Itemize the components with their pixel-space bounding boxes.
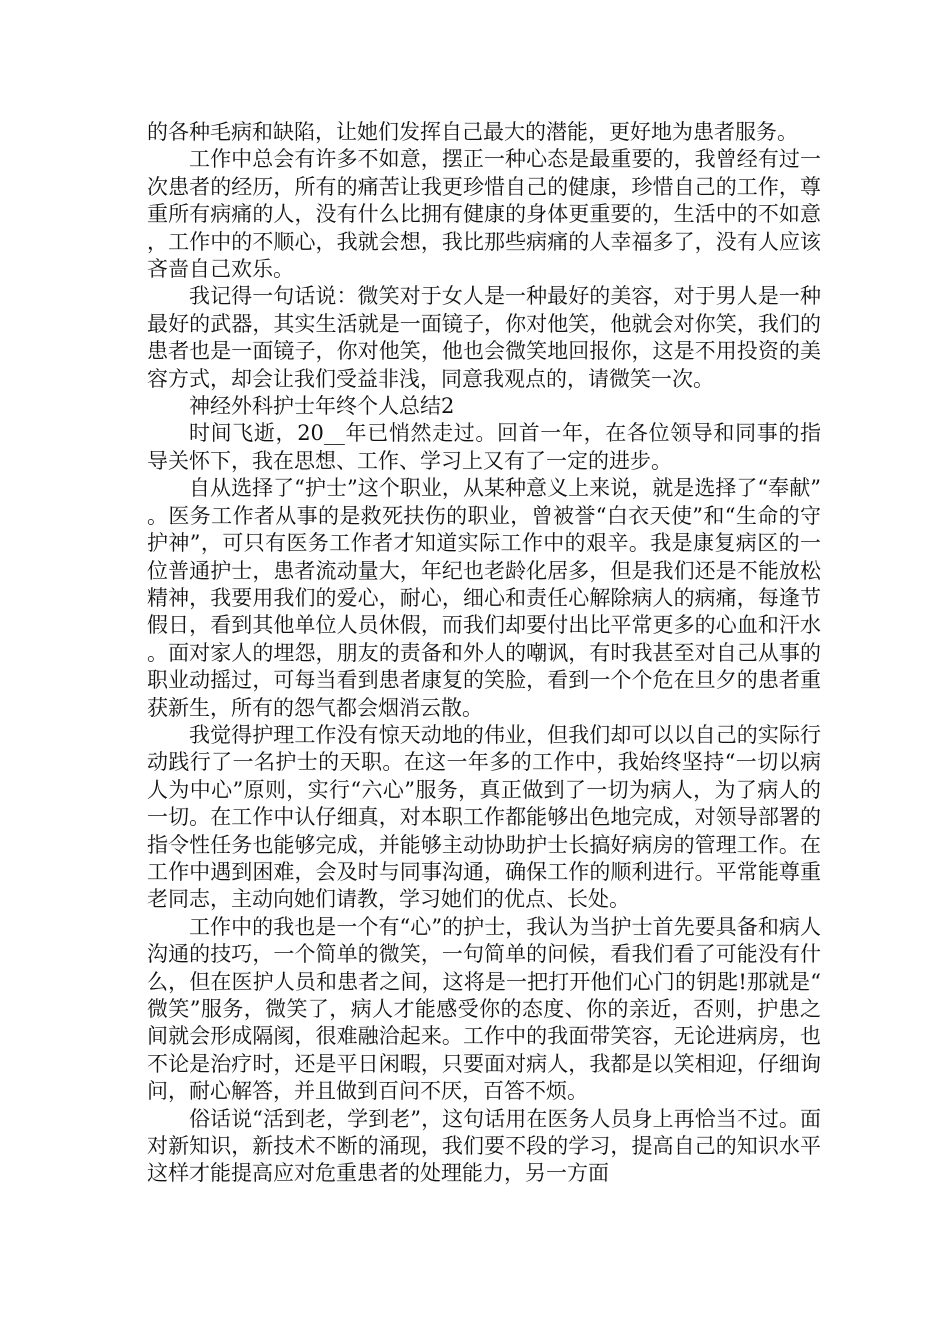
- section-heading: 神经外科护士年终个人总结2: [189, 394, 455, 419]
- paragraph-7: 我觉得护理工作没有惊天动地的伟业，但我们却可以以自己的实际行动践行了一名护士的天职。在这一年多的工作中，我始终坚持“一切以病人为中心”原则，实行“六心”服务，真正做到了一切为病人，为了病人的一切。在工作中认仔细真，对本职工作都能够出色地完成，对领导部署的指令性任务也能够完成，并能够主动协助护士长搞好病房的管理工作。在工作中遇到困难，会及时与同事沟通，确保工作的顺利进行。平常能尊重老同志，主动向她们请教，学习她们的优点、长处。: [147, 722, 821, 912]
- paragraph-9: 俗话说“活到老，学到老”，这句话用在医务人员身上再恰当不过。面对新知识，新技术不断的涌现，我们要不段的学习，提高自己的知识水平这样才能提高应对危重患者的处理能力，另一方面: [147, 1106, 821, 1186]
- paragraph-3: 我记得一句话说：微笑对于女人是一种最好的美容，对于男人是一种最好的武器，其实生活就是一面镜子，你对他笑，他就会对你笑，我们的患者也是一面镜子，你对他笑，他也会微笑地回报你，这是不用投资的美容方式，却会让我们受益非浅，同意我观点的，请微笑一次。: [147, 284, 821, 391]
- paragraph-2: 工作中总会有许多不如意，摆正一种心态是最重要的，我曾经有过一次患者的经历，所有的痛苦让我更珍惜自己的健康，珍惜自己的工作，尊重所有病痛的人，没有什么比拥有健康的身体更重要的，生活中的不如意，工作中的不顺心，我就会想，我比那些病痛的人幸福多了，没有人应该吝啬自己欢乐。: [147, 147, 821, 282]
- paragraph-1: 的各种毛病和缺陷，让她们发挥自己最大的潜能，更好地为患者服务。: [147, 120, 798, 144]
- paragraph-6: 自从选择了“护士”这个职业，从某种意义上来说，就是选择了“奉献”。医务工作者从事的是救死扶伤的职业，曾被誉“白衣天使”和“生命的守护神”，可只有医务工作者才知道实际工作中的艰辛。我是康复病区的一位普通护士，患者流动量大，年纪也老龄化居多，但是我们还是不能放松精神，我要用我们的爱心，耐心，细心和责任心解除病人的病痛，每逢节假日，看到其他单位人员休假，而我们却要付出比平常更多的心血和汗水。面对家人的埋怨，朋友的责备和外人的嘲讽，有时我甚至对自己从事的职业动摇过，可每当看到患者康复的笑脸，看到一个个危在旦夕的患者重获新生，所有的怨气都会烟消云散。: [147, 476, 821, 720]
- paragraph-5: 时间飞逝，20__年已悄然走过。回首一年，在各位领导和同事的指导关怀下，我在思想、工作、学习上又有了一定的进步。: [147, 421, 821, 473]
- document-page: [147, 119, 821, 1188]
- paragraph-8: 工作中的我也是一个有“心”的护士，我认为当护士首先要具备和病人沟通的技巧，一个简单的微笑，一句简单的问候，看我们看了可能没有什么，但在医护人员和患者之间，这将是一把打开他们心门的钥匙!那就是“微笑”服务，微笑了，病人才能感受你的态度、你的亲近，否则，护患之间就会形成隔阂，很难融洽起来。工作中的我面带笑容，无论进病房，也不论是治疗时，还是平日闲暇，只要面对病人，我都是以笑相迎，仔细询问，耐心解答，并且做到百问不厌，百答不烦。: [147, 914, 821, 1104]
